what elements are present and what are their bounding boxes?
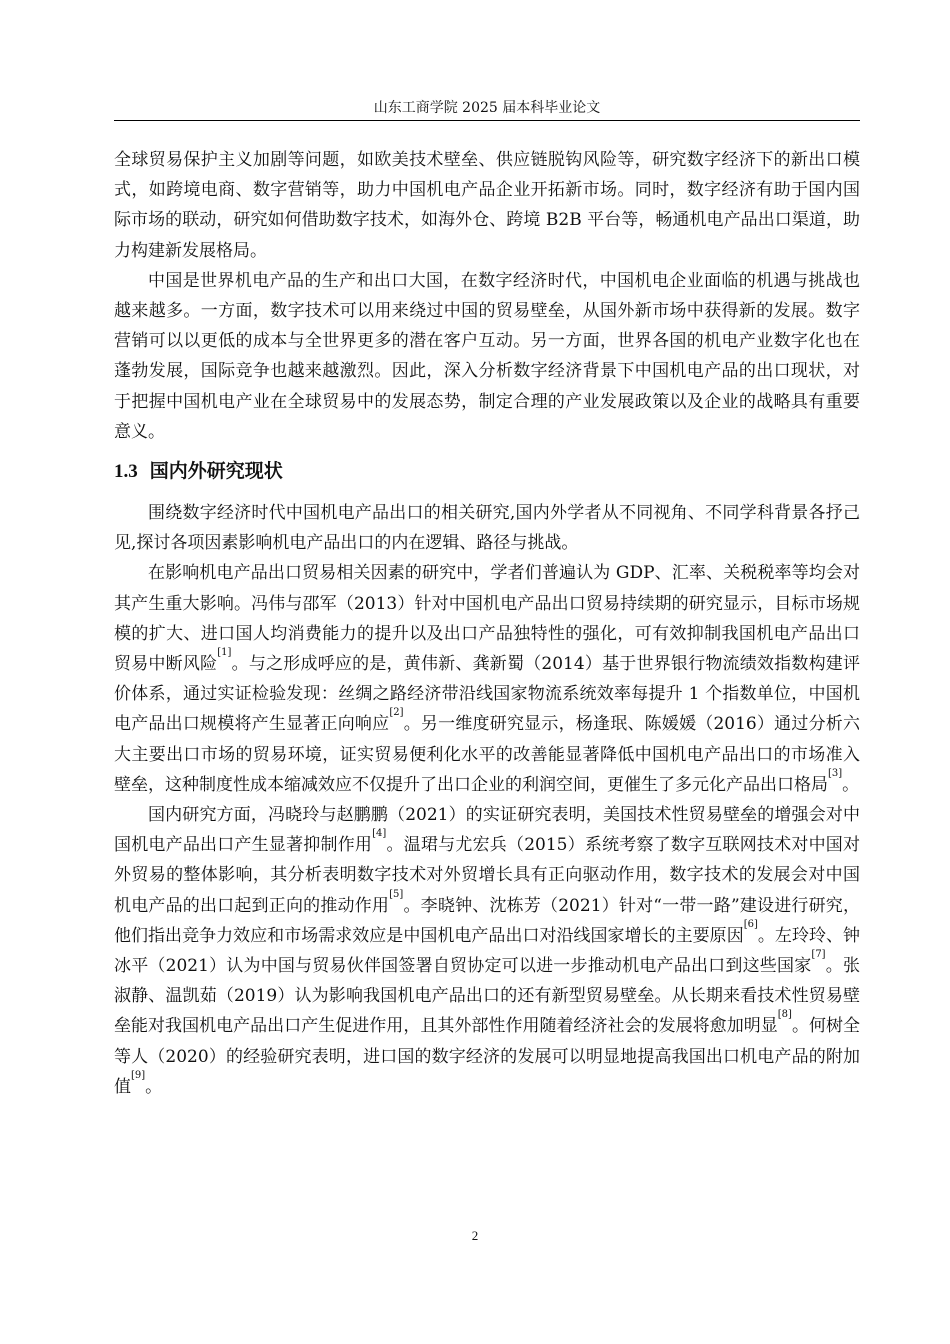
citation-ref: [9] — [131, 1069, 146, 1081]
running-header-title: 山东工商学院 2025 届本科毕业论文 — [373, 100, 601, 116]
citation-ref: [2] — [389, 707, 404, 719]
paragraph-text: 在影响机电产品出口贸易相关因素的研究中，学者们普遍认为 GDP、汇率、关税税率等均会对其产生重大影响。冯伟与邵军（2013）针对中国机电产品出口贸易持续期的研究显示，目标市场规模的扩大、进口国人均消费能力的提升以及出口产品独特性的强化，可有效抑制我国机电产品出口贸易中断风险 — [114, 563, 860, 675]
running-header — [114, 99, 860, 121]
page-body — [114, 145, 860, 1102]
paragraph-text: 。温珺与尤宏兵（2015）系统考察了数字互联网技术对中国对外贸易的整体影响，其分析表明数字技术对外贸增长具有正向驱动作用，数字技术的发展会对中国机电产品的出口起到正向的推动作用 — [114, 835, 861, 916]
body-paragraph — [114, 145, 860, 266]
paragraph-text: 中国是世界机电产品的生产和出口大国，在数字经济时代，中国机电企业面临的机遇与挑战也越来越多。一方面，数字技术可以用来绕过中国的贸易壁垒，从国外新市场中获得新的发展。数字营销可以以更低的成本与全世界更多的潜在客户互动。另一方面，世界各国的机电产业数字化也在蓬勃发展，国际竞争也越来越激烈。因此，深入分析数字经济背景下中国机电产品的出口现状，对于把握中国机电产业在全球贸易中的发展态势，制定合理的产业发展政策以及企业的战略具有重要意义。 — [114, 270, 860, 442]
body-paragraph — [114, 558, 860, 800]
section-heading — [114, 457, 860, 486]
citation-ref: [4] — [372, 828, 387, 840]
paragraph-text: 。左玲玲、钟冰平（2021）认为中国与贸易伙伴国签署自贸协定可以进一步推动机电产品出口到这些国家 — [114, 925, 861, 977]
section-title-text: 国内外研究现状 — [149, 460, 283, 483]
citation-ref: [1] — [217, 647, 232, 659]
citation-ref: [7] — [811, 949, 826, 961]
paragraph-text: 全球贸易保护主义加剧等问题，如欧美技术壁垒、供应链脱钩风险等，研究数字经济下的新出口模式，如跨境电商、数字营销等，助力中国机电产品企业开拓新市场。同时，数字经济有助于国内国际市场的联动，研究如何借助数字技术，如海外仓、跨境 B2B 平台等，畅通机电产品出口渠道，助力构建新发展格局。 — [114, 150, 860, 261]
page-number: 2 — [471, 1228, 479, 1243]
paragraph-text: 。 — [145, 1076, 163, 1097]
citation-ref: [5] — [389, 888, 404, 900]
citation-ref: [8] — [777, 1009, 792, 1021]
paragraph-text: 。张淑静、温凯茹（2019）认为影响我国机电产品出口的还有新型贸易壁垒。从长期来看技术性贸易壁垒能对我国机电产品出口产生促进作用，且其外部性作用随着经济社会的发展将愈加明显 — [114, 956, 861, 1037]
paragraph-text: 。李晓钟、沈栋芳（2021）针对“一带一路”建设进行研究，他们指出竞争力效应和市场需求效应是中国机电产品出口对沿线国家增长的主要原因 — [114, 895, 861, 946]
paragraph-text: 。与之形成呼应的是，黄伟新、龚新蜀（2014）基于世界银行物流绩效指数构建评价体系，通过实证检验发现：丝绸之路经济带沿线国家物流系统效率每提升 1 个指数单位，中国机电产品出口规模将产生显著正向响应 — [114, 654, 861, 735]
body-paragraph — [114, 800, 860, 1102]
citation-ref: [6] — [743, 918, 758, 930]
section-paragraphs — [114, 498, 860, 1102]
paragraph-text: 。 — [842, 774, 860, 795]
paragraph-text: 围绕数字经济时代中国机电产品出口的相关研究,国内外学者从不同视角、不同学科背景各抒己见,探讨各项因素影响机电产品出口的内在逻辑、路径与挑战。 — [114, 503, 860, 554]
paragraph-text: 。何树全等人（2020）的经验研究表明，进口国的数字经济的发展可以明显地提高我国出口机电产品的附加值 — [114, 1016, 860, 1097]
section-number: 1.3 — [114, 461, 138, 483]
citation-ref: [3] — [828, 767, 843, 779]
body-paragraph — [114, 498, 860, 558]
paragraph-text: 国内研究方面，冯晓玲与赵鹏鹏（2021）的实证研究表明，美国技术性贸易壁垒的增强会对中国机电产品出口产生显著抑制作用 — [114, 805, 860, 856]
paragraph-text: 。另一维度研究显示，杨逢珉、陈媛媛（2016）通过分析六大主要出口市场的贸易环境，证实贸易便利化水平的改善能显著降低中国机电产品出口的市场准入壁垒，这种制度性成本缩减效应不仅提升了出口企业的利润空间，更催生了多元化产品出口格局 — [114, 714, 860, 795]
body-paragraph — [114, 266, 860, 447]
intro-paragraphs — [114, 145, 860, 447]
